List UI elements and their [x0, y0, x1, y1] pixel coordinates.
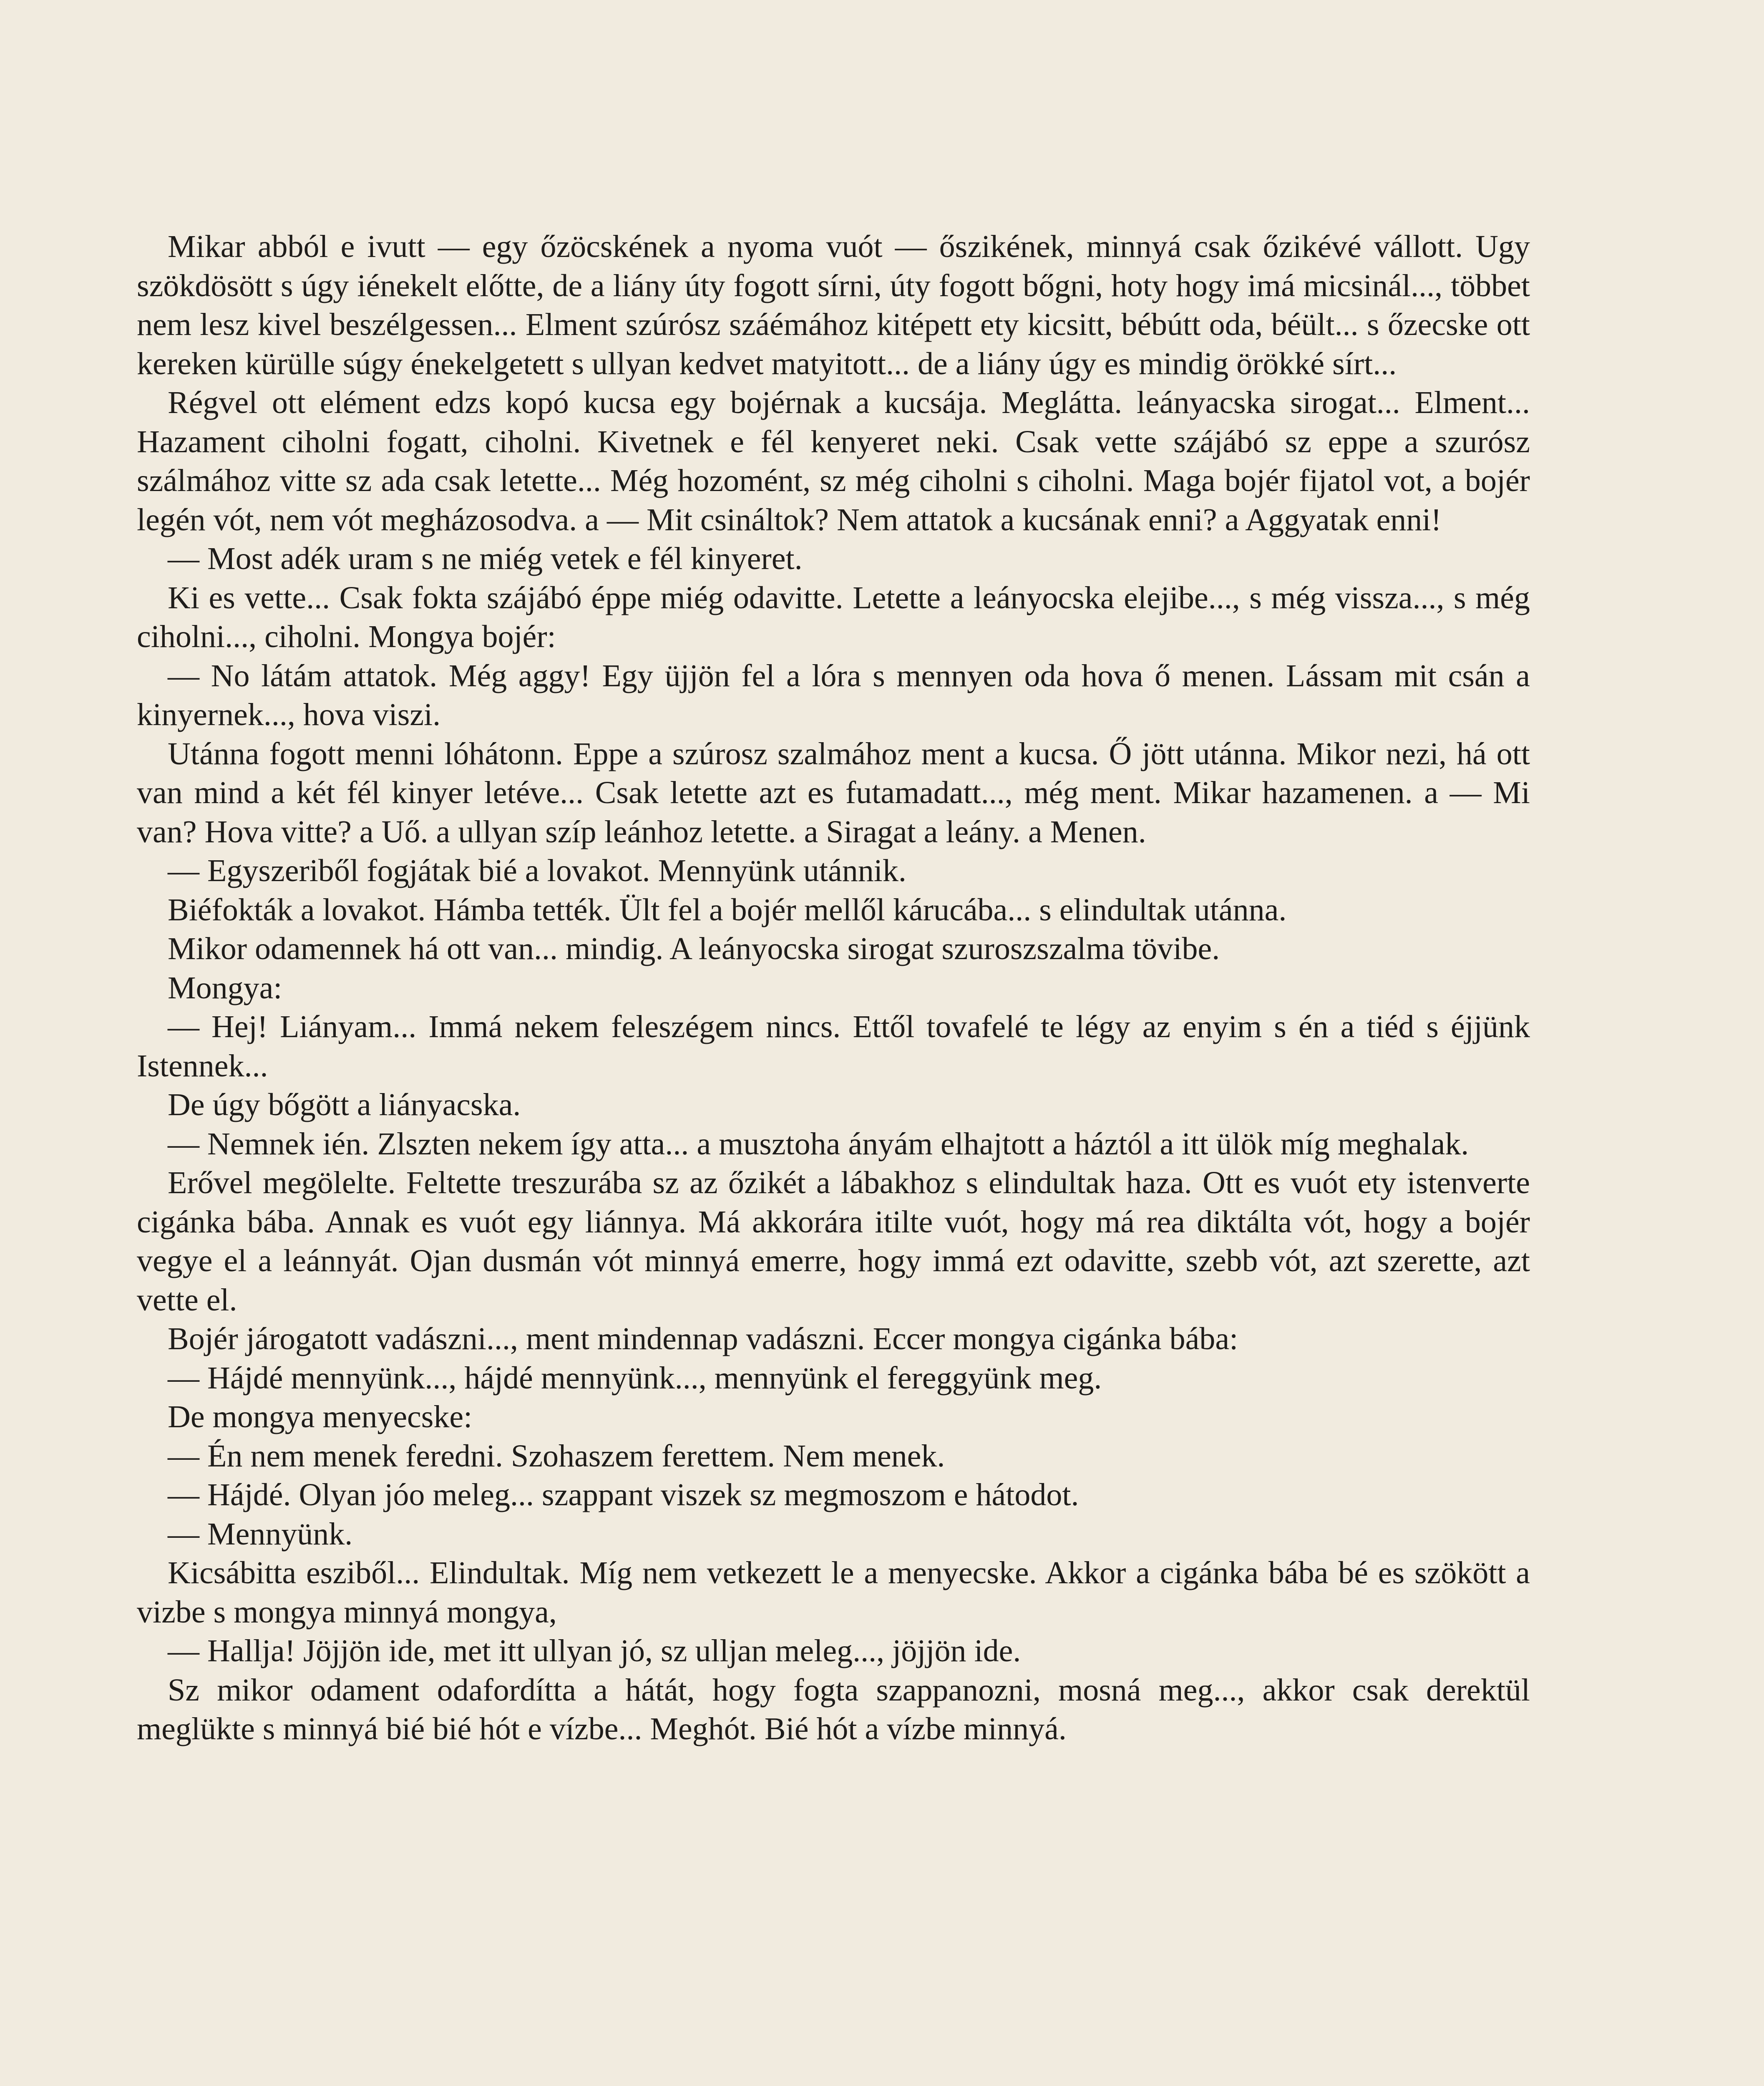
- paragraph: — Hallja! Jöjjön ide, met itt ullyan jó, sz ulljan meleg..., jöjjön ide.: [168, 1633, 1021, 1668]
- paragraph: Ki es vette... Csak fokta szájábó éppe miég odavitte. Letette a leányocska elejibe..., s még vissza..., s még ciholni..., ciholni. Mongya bojér:: [137, 580, 1530, 654]
- paragraph: Utánna fogott menni lóhátonn. Eppe a szúrosz szalmához ment a kucsa. Ő jött utánna. Mikor nezi, há ott van mind a két fél kinyer letéve... Csak letette azt es futamadatt..., még ment. Mikar hazamenen. a — Mi van? Hova vitte? a Uő. a ullyan szíp leánhoz letette. a Siragat a leány. a Menen.: [137, 736, 1530, 849]
- paragraph: — Nemnek ién. Zlszten nekem így atta... a musztoha ányám elhajtott a háztól a itt ülök míg meghalak.: [168, 1126, 1469, 1161]
- paragraph: Régvel ott elément edzs kopó kucsa egy bojérnak a kucsája. Meglátta. leányacska sirogat... Elment... Hazament ciholni fogatt, ciholni. Kivetnek e fél kenyeret neki. Csak vette szájábó sz eppe a szurósz szálmához vitte sz ada csak letette... Még hozomént, sz még ciholni s ciholni. Maga bojér fijatol vot, a bojér legén vót, nem vót megházosodva. a — Mit csináltok? Nem attatok a kucsának enni? a Aggyatak enni!: [137, 385, 1530, 537]
- paragraph: De úgy bőgött a liányacska.: [168, 1087, 521, 1122]
- paragraph: — No látám attatok. Még aggy! Egy üjjön fel a lóra s mennyen oda hova ő menen. Lássam mit csán a kinyernek..., hova viszi.: [137, 658, 1530, 732]
- paragraph: — Hej! Liányam... Immá nekem feleszégem nincs. Ettől tovafelé te légy az enyim s én a tiéd s éjjünk Istennek...: [137, 1009, 1530, 1083]
- paragraph: Mongya:: [168, 970, 282, 1005]
- paragraph: Mikor odamennek há ott van... mindig. A leányocska sirogat szuroszszalma tövibe.: [168, 931, 1220, 966]
- paragraph: De mongya menyecske:: [168, 1399, 473, 1434]
- body-text: [137, 227, 1530, 1749]
- paragraph: — Hájdé mennyünk..., hájdé mennyünk..., mennyünk el fereggyünk meg.: [168, 1360, 1102, 1396]
- paragraph: — Most adék uram s ne miég vetek e fél kinyeret.: [168, 541, 803, 576]
- paragraph: — Egyszeriből fogjátak bié a lovakot. Mennyünk utánnik.: [168, 853, 906, 888]
- paragraph: — Én nem menek feredni. Szohaszem ferettem. Nem menek.: [168, 1438, 945, 1474]
- paragraph: Mikar abból e ivutt — egy őzöcskének a nyoma vuót — őszikének, minnyá csak őzikévé vállott. Ugy szökdösött s úgy iénekelt előtte, de a liány úty fogott sírni, úty fogott bőgni, hoty hogy imá micsinál..., többet nem lesz kivel beszélgessen... Elment szúrósz száémához kitépett ety kicsitt, bébútt oda, béült... s őzecske ott kereken kürülle súgy énekelgetett s ullyan kedvet matyitott... de a liány úgy es mindig örökké sírt...: [137, 229, 1530, 381]
- paragraph: Biéfokták a lovakot. Hámba tették. Ült fel a bojér mellől kárucába... s elindultak utánna.: [168, 892, 1287, 927]
- paragraph: Kicsábitta esziből... Elindultak. Míg nem vetkezett le a menyecske. Akkor a cigánka bába bé es szökött a vizbe s mongya minnyá mongya,: [137, 1555, 1530, 1630]
- paragraph: — Hájdé. Olyan jóo meleg... szappant viszek sz megmoszom e hátodot.: [168, 1477, 1079, 1512]
- paragraph: Bojér járogatott vadászni..., ment mindennap vadászni. Eccer mongya cigánka bába:: [168, 1321, 1238, 1356]
- paragraph: Sz mikor odament odafordítta a hátát, hogy fogta szappanozni, mosná meg..., akkor csak derektül meglükte s minnyá bié bié hót e vízbe... Meghót. Bié hót a vízbe minnyá.: [137, 1672, 1530, 1746]
- paragraph: Erővel megölelte. Feltette treszurába sz az őzikét a lábakhoz s elindultak haza. Ott es vuót ety istenverte cigánka bába. Annak es vuót egy liánnya. Má akkorára itilte vuót, hogy má rea diktálta vót, hogy a bojér vegye el a leánnyát. Ojan dusmán vót minnyá emerre, hogy immá ezt odavitte, szebb vót, azt szerette, azt vette el.: [137, 1165, 1530, 1318]
- paragraph: — Mennyünk.: [168, 1516, 353, 1552]
